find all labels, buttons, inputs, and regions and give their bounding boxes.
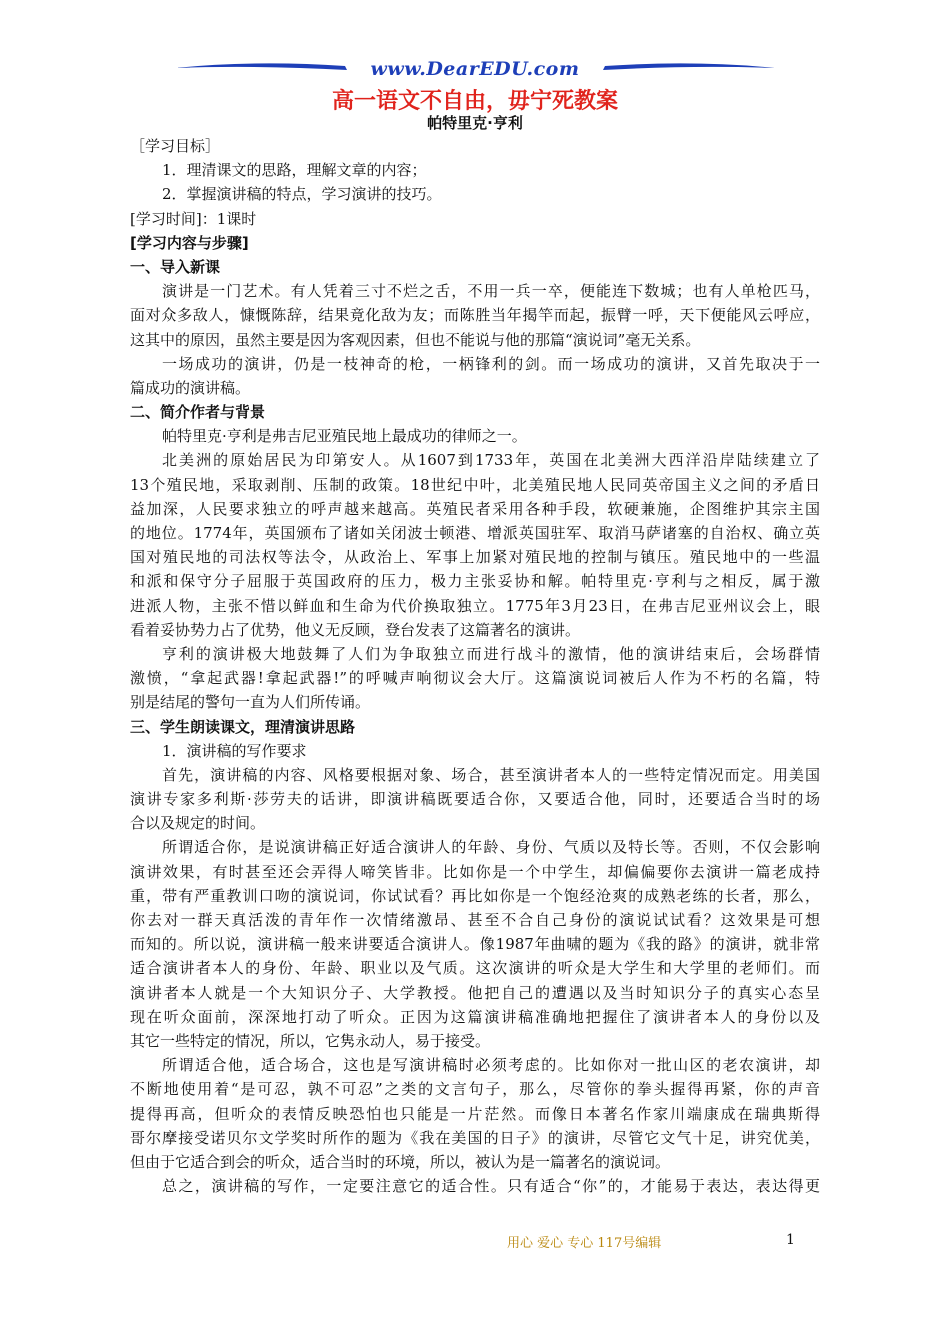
- text-line: 北美洲的原始居民为印第安人。从1607到1733年，英国在北美洲大西洋沿岸陆续建立了: [162, 451, 820, 470]
- text-line: 别是结尾的警句一直为人们所传诵。: [130, 693, 371, 712]
- text-line: 帕特里克·亨利是弗吉尼亚殖民地上最成功的律师之一。: [162, 427, 527, 446]
- text-line: 所谓适合他，适合场合，这也是写演讲稿时必须考虑的。比如你对一批山区的老农演讲，却: [162, 1056, 820, 1075]
- text-line: 适合演讲者本人的身份、年龄、职业以及气质。这次演讲的听众是大学生和大学里的老师们。而: [130, 959, 820, 978]
- text-line: 演讲效果，有时甚至还会弄得人啼笑皆非。比如你是一个中学生，却偏偏要你去演讲一篇老成持: [130, 862, 820, 881]
- page-number: 1: [786, 1232, 795, 1248]
- text-line: 的地位。1774年，英国颁布了诸如关闭波士顿港、增派英国驻军、取消马萨诸塞的自治权、确立英: [130, 524, 820, 542]
- text-line: 不断地使用着“是可忍，孰不可忍”之类的文言句子，那么，尽管你的拳头握得再紧，你的声音: [130, 1080, 820, 1099]
- text-line: 亨利的演讲极大地鼓舞了人们为争取独立而进行战斗的激情，他的演讲结束后，会场群情: [162, 644, 820, 663]
- text-line: 哥尔摩接受诺贝尔文学奖时所作的题为《我在美国的日子》的演讲，尽管它文气十足，讲究优美，: [130, 1128, 820, 1147]
- text-line: 所谓适合你，是说演讲稿正好适合演讲人的年龄、身份、气质以及特长等。否则，不仅会影响: [162, 838, 820, 857]
- text-line: 看着妥协势力占了优势，他义无反顾，登台发表了这篇著名的演讲。: [130, 620, 581, 639]
- text-line: 益加深，人民要求独立的呼声越来越高。英殖民者采用各种手段，软硬兼施，企图维护其宗主国: [130, 499, 820, 518]
- text-line: [学习时间]：1课时: [130, 209, 257, 228]
- text-line: 演讲专家多利斯·莎劳夫的话讲，即演讲稿既要适合你，又要适合他，同时，还要适合当时的场: [130, 790, 820, 809]
- text-line: 一场成功的演讲，仍是一枝神奇的枪，一柄锋利的剑。而一场成功的演讲，又首先取决于一: [162, 354, 820, 373]
- text-line: 总之，演讲稿的写作，一定要注意它的适合性。只有适合“你”的，才能易于表达，表达得更: [162, 1177, 820, 1196]
- text-line: 现在听众面前，深深地打动了听众。正因为这篇演讲稿准确地把握住了演讲者本人的身份以及: [130, 1007, 820, 1026]
- text-line: 提得再高，但听众的表情反映恐怕也只能是一片茫然。而像日本著名作家川端康成在瑞典斯得: [130, 1104, 820, 1123]
- text-line: 进派人物，主张不惜以鲜血和生命为代价换取独立。1775年3月23日，在弗吉尼亚州议会上，眼: [130, 596, 820, 615]
- text-line: 演讲是一门艺术。有人凭着三寸不烂之舌，不用一兵一卒，便能连下数城；也有人单枪匹马，: [162, 282, 820, 301]
- text-line: 首先，演讲稿的内容、风格要根据对象、场合，甚至演讲者本人的一些特定情况而定。用美国: [162, 765, 820, 784]
- text-line: 激愤，“拿起武器!拿起武器!”的呼喊声响彻议会大厅。这篇演说词被后人作为不朽的名篇，特: [130, 669, 820, 688]
- text-line: 2．掌握演讲稿的特点，学习演讲的技巧。: [162, 185, 442, 204]
- text-line: 篇成功的演讲稿。: [130, 378, 251, 397]
- document-body: [130, 134, 820, 1198]
- text-line: 而知的。所以说，演讲稿一般来讲要适合演讲人。像1987年曲啸的题为《我的路》的演讲，就非常: [130, 935, 820, 954]
- text-line: 合以及规定的时间。: [130, 814, 266, 833]
- text-line: 面对众多敌人，慷慨陈辞，结果竟化敌为友；而陈胜当年揭竿而起，振臂一呼，天下便能风云呼应，: [130, 306, 820, 325]
- text-line: 你去对一群天真活泼的青年作一次情绪激昂、甚至不合自己身份的演说试试看？这效果是可想: [130, 911, 820, 929]
- text-line: 演讲者本人就是一个大知识分子、大学教授。他把自己的遭遇以及当时知识分子的真实心态呈: [130, 983, 820, 1002]
- footer-signature: 用心 爱心 专心 117号编辑: [507, 1236, 662, 1251]
- text-line: 这其中的原因，虽然主要是因为客观因素，但也不能说与他的那篇“演说词”毫无关系。: [130, 330, 701, 349]
- text-line: 重，带有严重教训口吻的演说词，你试试看？再比如你是一个饱经沧爽的成熟老练的长者，那么，: [130, 886, 820, 905]
- text-line: 国对殖民地的司法权等法令，从政治上、军事上加紧对殖民地的控制与镇压。殖民地中的一些温: [130, 548, 820, 567]
- section-heading: 一、导入新课: [130, 257, 221, 276]
- document-title: 高一语文不自由，毋宁死教案: [331, 89, 618, 114]
- text-line: 但由于它适合到会的听众，适合当时的环境，所以，被认为是一篇著名的演说词。: [130, 1152, 671, 1171]
- section-heading: [学习内容与步骤]: [130, 233, 249, 252]
- text-line: 13个殖民地，采取剥削、压制的政策。18世纪中叶，北美殖民地人民同英帝国主义之间的矛盾日: [130, 475, 820, 494]
- logo-text: www.DearEDU.com: [370, 58, 580, 80]
- section-heading: 三、学生朗读课文，理清演讲思路: [130, 717, 356, 736]
- text-line: ［学习目标］: [130, 137, 221, 155]
- text-line: 1．理清课文的思路，理解文章的内容；: [162, 161, 427, 180]
- text-line: 其它一些特定的情况，所以，它隽永动人，易于接受。: [130, 1031, 491, 1050]
- section-heading: 二、简介作者与背景: [130, 403, 266, 422]
- text-line: 和派和保守分子屈服于英国政府的压力，极力主张妥协和解。帕特里克·亨利与之相反，属于激: [130, 572, 820, 591]
- document-author: 帕特里克·亨利: [427, 114, 523, 132]
- text-line: 1．演讲稿的写作要求: [162, 741, 307, 760]
